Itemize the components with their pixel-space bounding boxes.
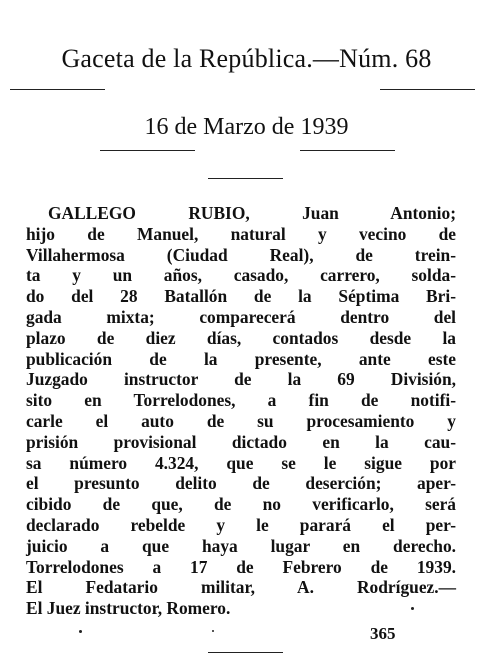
notice-line: El Juez instructor, Romero. [26, 598, 231, 619]
print-speck [212, 630, 214, 632]
notice-line: ta y un años, casado, carrero, solda- [26, 265, 456, 286]
notice-line: carle el auto de su procesamiento y [26, 410, 456, 431]
notice-line: Juzgado instructor de la 69 División, [26, 369, 456, 390]
notice-line: cibido de que, de no verificarlo, será [26, 494, 456, 515]
notice-line: declarado rebelde y le parará el per- [26, 514, 456, 535]
print-speck [411, 607, 414, 610]
notice-line: hijo de Manuel, natural y vecino de [26, 223, 456, 244]
date-rule-right [300, 150, 395, 151]
notice-line: el presunto delito de deserción; aper- [26, 473, 456, 494]
gazette-header: Gaceta de la República.—Núm. 68 [61, 44, 432, 73]
notice-line: sa número 4.324, que se le sigue por [26, 452, 456, 473]
notice-line: GALLEGO RUBIO, Juan Antonio; [48, 203, 456, 223]
notice-line: plazo de diez días, contados desde la [26, 327, 456, 348]
date-rule-left [100, 150, 195, 151]
notice-line: prisión provisional dictado en la cau- [26, 431, 456, 452]
header-rule-right [380, 89, 475, 90]
notice-line: gada mixta; comparecerá dentro del [26, 306, 456, 327]
issue-date: 16 de Marzo de 1939 [144, 114, 349, 140]
page-number: 365 [370, 624, 396, 643]
notice-line: sito en Torrelodones, a fin de notifi- [26, 390, 456, 411]
notice-line: juicio a que haya lugar en derecho. [26, 535, 456, 556]
notice-line: do del 28 Batallón de la Séptima Bri- [26, 286, 456, 307]
notice-body [26, 203, 456, 619]
notice-line: Torrelodones a 17 de Febrero de 1939. [26, 556, 456, 577]
notice-line: publicación de la presente, ante este [26, 348, 456, 369]
notice-line: El Fedatario militar, A. Rodríguez.— [26, 577, 456, 598]
notice-line: Villahermosa (Ciudad Real), de trein- [26, 244, 456, 265]
footer-rule [208, 652, 283, 653]
header-rule-left [10, 89, 105, 90]
print-speck [79, 630, 82, 633]
separator-rule [208, 178, 283, 179]
